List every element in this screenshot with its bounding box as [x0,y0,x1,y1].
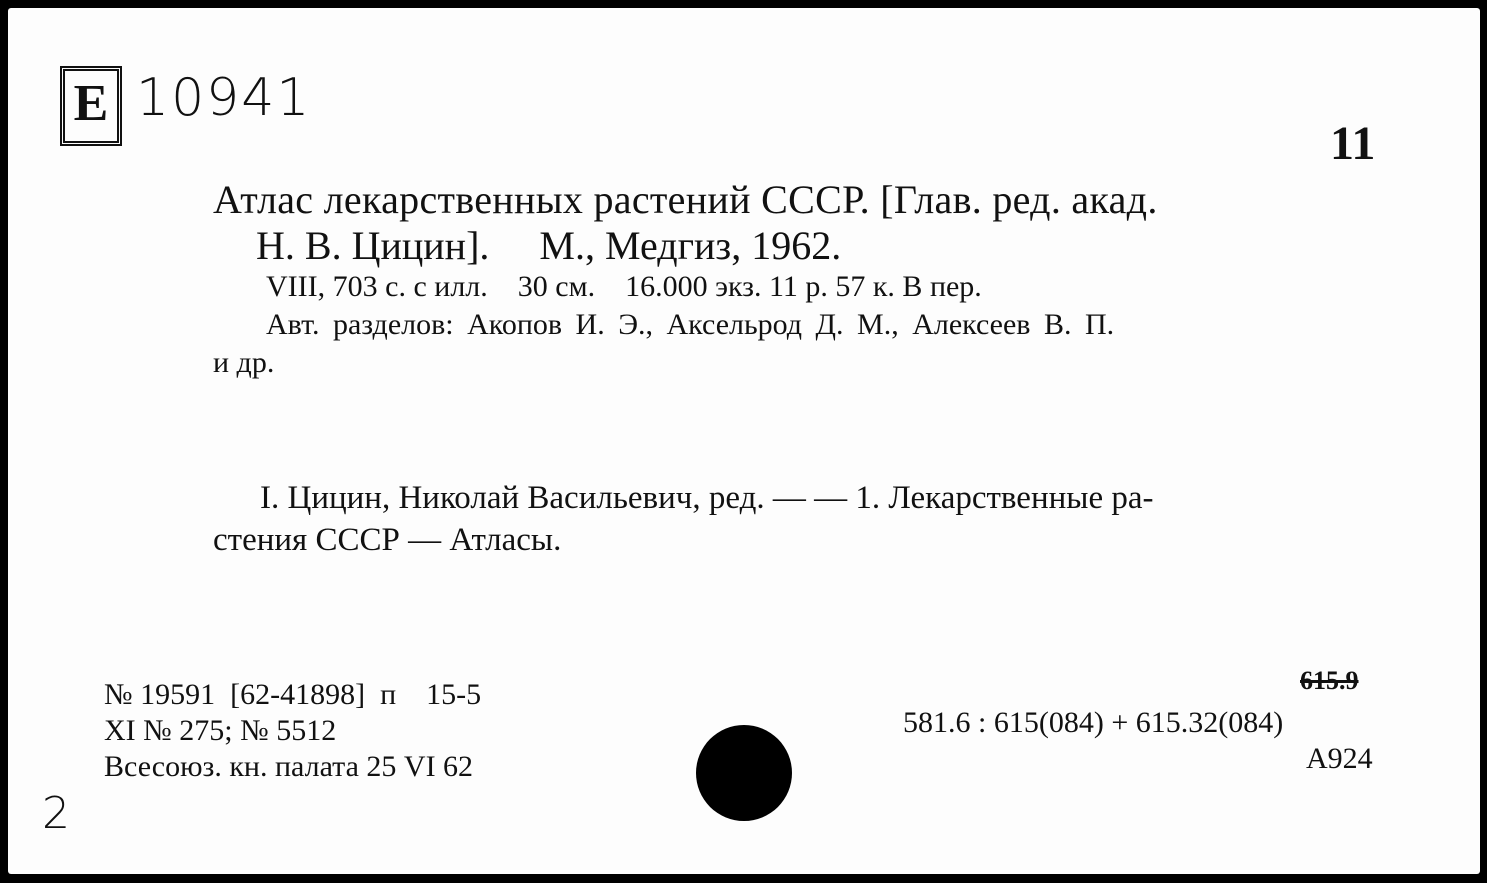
description-line-3: и др. [213,346,275,379]
description-line-2: Авт. разделов: Акопов И. Э., Аксельрод Д. М., Алексеев В. П. [266,308,1115,341]
stamp-letter: E [60,66,122,146]
title-line-2: Н. В. Цицин]. М., Медгиз, 1962. [256,223,842,268]
tracing-line-1: I. Цицин, Николай Васильевич, ред. — — 1. Лекарственные ра- [260,480,1154,516]
author-mark: А924 [1306,742,1373,775]
registry-line-3: Всесоюз. кн. палата 25 VI 62 [104,750,474,783]
punch-hole [696,725,792,821]
classification-index: 581.6 : 615(084) + 615.32(084) [903,706,1284,739]
catalog-card [8,8,1480,874]
registry-line-1: № 19591 [62-41898] п 15-5 [104,678,482,711]
handwritten-corner-mark: 2 [42,788,72,839]
description-line-1: VIII, 703 с. с илл. 30 см. 16.000 экз. 11 р. 57 к. В пер. [266,270,982,303]
classification-struck: 615.9 [1300,666,1359,695]
registry-line-2: XI № 275; № 5512 [104,714,337,747]
tracing-line-2: стения СССР — Атласы. [213,522,562,558]
card-number: 11 [1330,117,1376,170]
title-line-1: Атлас лекарственных растений СССР. [Глав. ред. акад. [213,177,1158,222]
accession-number-handwritten: 10941 [136,68,312,128]
